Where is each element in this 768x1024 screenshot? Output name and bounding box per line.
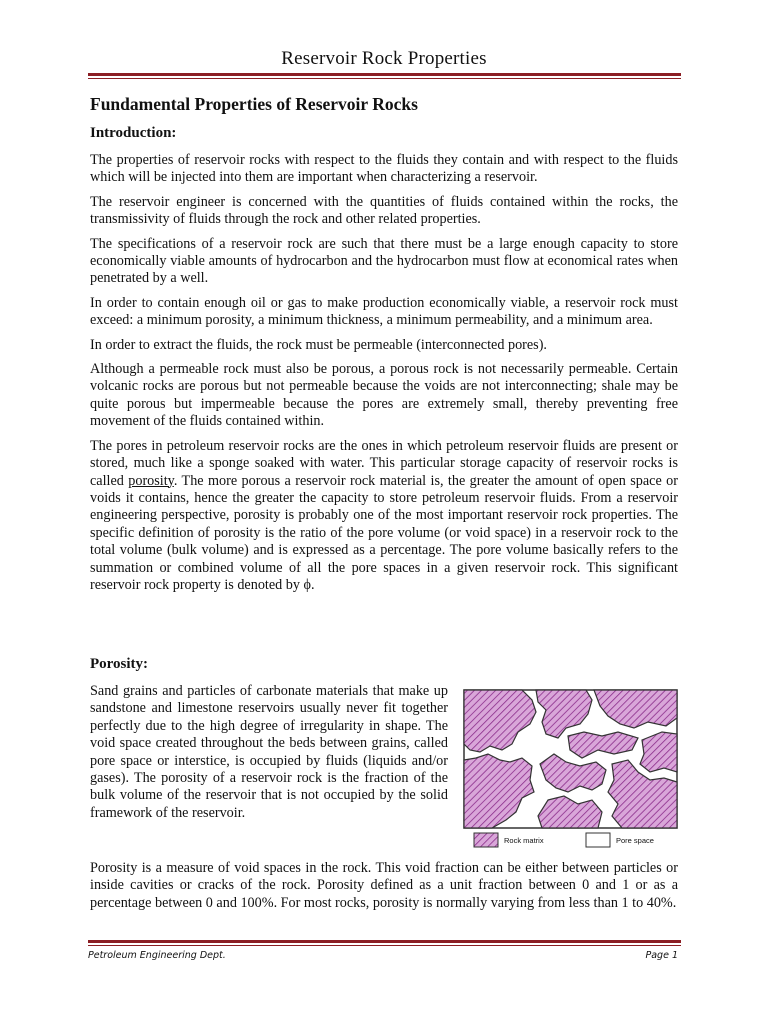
introduction-heading: Introduction: bbox=[90, 125, 177, 141]
porosity-text bbox=[90, 683, 448, 822]
footer-rule-thin bbox=[88, 945, 681, 946]
paragraph: The properties of reservoir rocks with respect to the fluids they contain and with respect to the fluids which will be injected into them are important when characterizing a reservoir. bbox=[90, 152, 678, 186]
porosity-definition bbox=[90, 860, 678, 919]
porosity-term: porosity bbox=[128, 472, 174, 489]
pores-paragraph bbox=[90, 438, 678, 595]
final-paragraph: Porosity is a measure of void spaces in the rock. This void fraction can be either between particles or inside cavities or cracks of the rock. Porosity defined as a unit fraction between 0 and 1 or as a percentage between 0 and 100%. For most rocks, porosity is normally varying from less than 1 to 40%. bbox=[90, 860, 678, 911]
header-rule-thin bbox=[88, 78, 681, 79]
rock-matrix-diagram bbox=[462, 688, 679, 852]
footer-department: Petroleum Engineering Dept. bbox=[88, 950, 226, 961]
pores-text-before: The pores in petroleum reservoir rocks are the ones in which petroleum reservoir fluids are present or stored, much like a sponge soaked with water. This particular storage capacity of reservoir rocks is called bbox=[90, 437, 678, 489]
porosity-figure bbox=[462, 688, 679, 852]
legend-pore-label: Pore space bbox=[616, 836, 654, 845]
paragraph: In order to extract the fluids, the rock must be permeable (interconnected pores). bbox=[90, 336, 547, 353]
paragraph: In order to contain enough oil or gas to make production economically viable, a reservoir rock must exceed: a minimum porosity, a minimum thickness, a minimum permeability, and a minimum area. bbox=[90, 294, 678, 329]
rock-grain bbox=[538, 796, 602, 828]
page-header-title: Reservoir Rock Properties bbox=[281, 48, 487, 69]
footer-rule-thick bbox=[88, 940, 681, 943]
rock-grain bbox=[640, 732, 677, 772]
paragraph: Although a permeable rock must also be porous, a porous rock is not necessarily permeable. Certain volcanic rocks are porous but not permeable because the voids are not interconnecting; shale may be quite porous but impermeable because the pores are extremely small, thereby preventing free movement of the fluids contained within. bbox=[90, 361, 678, 430]
page-heading: Fundamental Properties of Reservoir Rocks bbox=[90, 94, 418, 114]
porosity-heading: Porosity: bbox=[90, 656, 149, 672]
legend-matrix-swatch bbox=[474, 833, 498, 847]
paragraph: The reservoir engineer is concerned with the quantities of fluids contained within the rocks, the transmissivity of fluids through the rock and other related properties. bbox=[90, 193, 678, 228]
paragraph: The specifications of a reservoir rock are such that there must be a large enough capacity to store economically viable amounts of hydrocarbon and the hydrocarbon must flow at economical rates when penetrated by a well. bbox=[90, 235, 678, 287]
porosity-paragraph: Sand grains and particles of carbonate materials that make up sandstone and limestone reservoirs usually never fit together perfectly due to the high degree of irregularity in shape. The void space created throughout the beds between grains, called pore space or interstice, is occupied by fluids (liquids and/or gases). The porosity of a reservoir rock is the fraction of the bulk volume of the reservoir that is not occupied by the solid framework of the reservoir. bbox=[90, 683, 448, 821]
footer-page-number: Page 1 bbox=[645, 950, 678, 961]
legend-matrix-label: Rock matrix bbox=[504, 836, 544, 845]
legend-pore-swatch bbox=[586, 833, 610, 847]
pores-text-after: . The more porous a reservoir rock material is, the greater the amount of open space or voids it contains, hence the greater the capacity to store petroleum reservoir fluids. From a reservoir engineering perspective, porosity is probably one of the most important reservoir rock properties. The specific definition of porosity is the ratio of the pore volume (or void space) in a reservoir rock to the total volume (bulk volume) and is expressed as a percentage. The pore volume basically refers to the summation or combined volume of all the pore spaces in a given reservoir rock. This significant reservoir rock property is denoted by ϕ. bbox=[90, 472, 678, 593]
main-content bbox=[90, 94, 678, 601]
header-rule-thick bbox=[88, 73, 681, 76]
